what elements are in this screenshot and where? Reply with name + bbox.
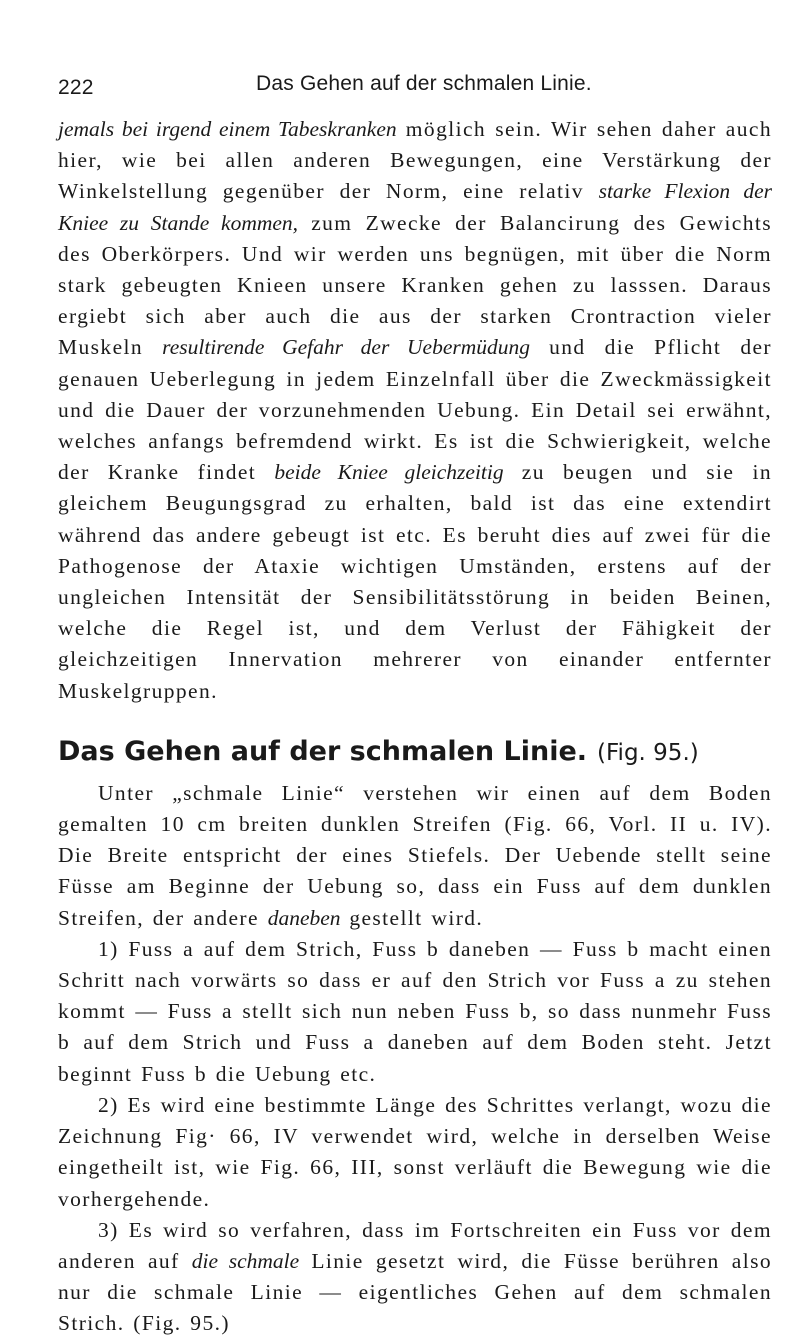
paragraph-ataxia-flexion bbox=[58, 114, 772, 707]
section-title: Das Gehen auf der schmalen Linie. bbox=[58, 735, 588, 767]
italic-phrase: jemals bei irgend einem Tabeskranken bbox=[58, 117, 397, 141]
section-figure-reference: (Fig. 95.) bbox=[597, 739, 699, 766]
paragraph-narrow-line-definition bbox=[58, 778, 772, 934]
italic-phrase: starke Flexion der Kniee zu Stande kommen, bbox=[58, 179, 773, 235]
italic-phrase: daneben bbox=[267, 905, 341, 930]
running-title: Das Gehen auf der schmalen Linie. bbox=[256, 72, 592, 95]
text-run: und die Pflicht der genauen Ueberlegung in jedem Einzelnfall über die Zweckmässigkeit und die Dauer der vorzunehmenden Uebung. Ein Detail sei erwähnt, welches anfangs befremdend wirkt. Es ist die Schwierigkeit, welche der Kranke findet bbox=[58, 335, 772, 485]
text-run: 3) Es wird so verfahren, dass im Fortschreiten ein Fuss vor dem anderen auf bbox=[58, 1217, 772, 1273]
text-run: zu beugen und sie in gleichem Beugungsgrad zu erhalten, bald ist das eine extendirt während das andere gebeugt ist etc. Es beruht dies auf zwei für die Pathogenose der Ataxie wichtigen Umständen, erstens auf der ungleichen Intensität der Sensibilitätsstörung in beiden Beinen, welche die Regel ist, und dem Verlust der Fähigkeit der gleichzeitigen Innervation mehrerer von einander entfernter Muskelgruppen. bbox=[58, 460, 772, 703]
running-head bbox=[58, 72, 778, 102]
exercise-item-1: 1) Fuss a auf dem Strich, Fuss b daneben — Fuss b macht einen Schritt nach vorwärts so dass er auf den Strich vor Fuss a zu stehen kommt — Fuss a stellt sich nun neben Fuss b, so dass nunmehr Fuss b auf dem Strich und Fuss a daneben auf dem Boden steht. Jetzt beginnt Fuss b die Uebung etc. bbox=[58, 936, 772, 1086]
italic-phrase: resultirende Gefahr der Uebermüdung bbox=[162, 335, 531, 360]
text-run: Unter „schmale Linie“ verstehen wir einen auf dem Boden gemalten 10 cm breiten dunklen Streifen (Fig. 66, Vorl. II u. IV). Die Breite entspricht der eines Stiefels. Der Uebende stellt seine Füsse am Beginne der Uebung so, dass ein Fuss auf dem dunklen Streifen, der andere bbox=[58, 780, 772, 930]
section-heading bbox=[58, 735, 772, 770]
exercise-item-3 bbox=[58, 1215, 772, 1340]
italic-phrase: beide Kniee gleichzeitig bbox=[274, 460, 504, 485]
page-number: 222 bbox=[58, 76, 94, 99]
italic-phrase: die schmale bbox=[191, 1248, 300, 1273]
text-run: Linie gesetzt wird, die Füsse berühren also nur die schmale Linie — eigentliches Gehen auf dem schmalen Strich. (Fig. 95.) bbox=[58, 1248, 773, 1336]
body-text bbox=[58, 114, 772, 1340]
text-run: möglich sein. Wir sehen daher auch hier, wie bei allen anderen Bewegungen, eine Verstärkung der Winkelstellung gegenüber der Norm, eine relativ bbox=[58, 117, 772, 204]
exercise-item-2: 2) Es wird eine bestimmte Länge des Schrittes verlangt, wozu die Zeichnung Fig· 66, IV verwendet wird, welche in derselben Weise eingetheilt ist, wie Fig. 66, III, sonst verläuft die Bewegung wie die vorhergehende. bbox=[58, 1092, 772, 1211]
text-run: gestellt wird. bbox=[340, 905, 484, 930]
text-run: zum Zwecke der Balancirung des Gewichts des Oberkörpers. Und wir werden uns begnügen, mit über die Norm stark gebeugten Knieen unsere Kranken gehen zu lasssen. Daraus ergiebt sich aber auch die aus der starken Crontraction vieler Muskeln bbox=[58, 210, 772, 360]
